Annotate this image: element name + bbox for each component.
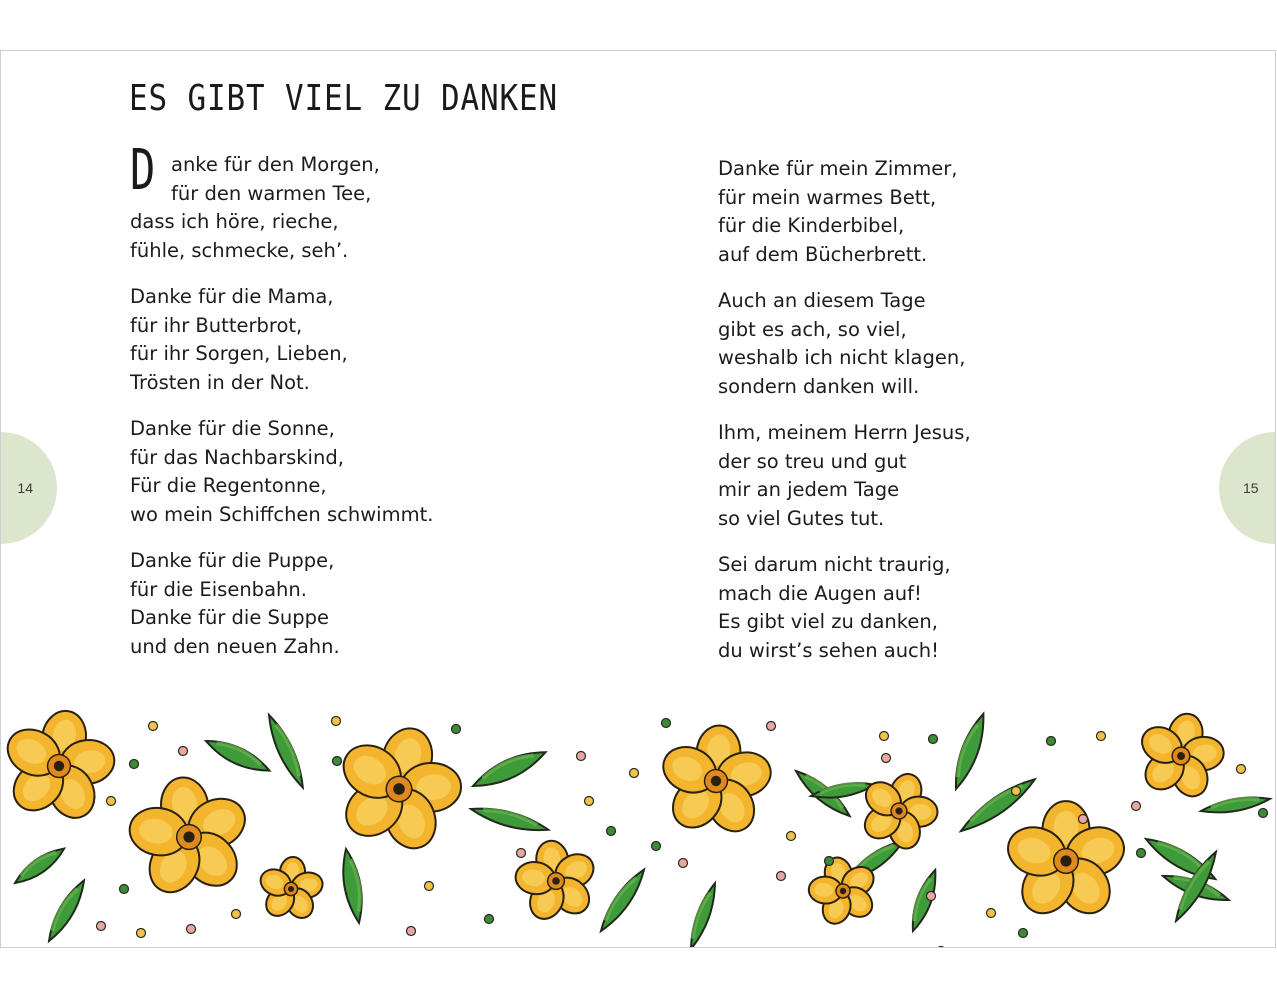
dot-shape — [97, 922, 106, 931]
dot-shape — [107, 797, 116, 806]
book-spread — [0, 50, 1276, 948]
dot-shape — [407, 927, 416, 936]
poem-line: Ihm, meinem Herrn Jesus, — [718, 421, 971, 444]
flower-shape — [318, 712, 479, 869]
poem-line: sondern danken will. — [718, 374, 920, 398]
dot-shape — [882, 754, 891, 763]
poem-line: so viel Gutes tut. — [718, 506, 885, 530]
dot-shape — [662, 719, 671, 728]
dot-shape — [1137, 849, 1146, 858]
dot-shape — [149, 722, 158, 731]
stanza — [130, 283, 433, 397]
dot-shape — [880, 732, 889, 741]
dot-shape — [777, 872, 786, 881]
stanza — [718, 287, 971, 401]
drop-cap: D — [130, 138, 156, 203]
stanza — [130, 547, 433, 661]
leaf-shape — [43, 877, 90, 945]
flower-shape — [1002, 801, 1131, 923]
poem-line: der so treu und gut — [718, 449, 907, 473]
poem-line: dass ich höre, rieche, — [130, 210, 339, 233]
poem-line: für das Nachbarskind, — [130, 445, 344, 469]
poem-line: für den warmen Tee, — [171, 181, 372, 205]
flower-shape — [117, 769, 261, 908]
dot-shape — [679, 859, 688, 868]
flower-shape — [254, 854, 328, 925]
poem-line: mach die Augen auf! — [718, 581, 922, 605]
dot-shape — [1237, 765, 1246, 774]
page-number-left: 14 — [17, 480, 33, 496]
dot-shape — [577, 752, 586, 761]
poem-title: ES GIBT VIEL ZU DANKEN — [129, 78, 558, 119]
leaf-shape — [11, 843, 68, 889]
page-number-right: 15 — [1243, 480, 1259, 496]
stanza — [718, 419, 971, 533]
stanza — [718, 155, 971, 269]
stanza — [718, 551, 971, 665]
stanza — [130, 138, 433, 265]
dot-shape — [987, 909, 996, 918]
dot-shape — [1047, 737, 1056, 746]
dot-shape — [630, 769, 639, 778]
dot-shape — [120, 885, 129, 894]
flower-shape — [652, 720, 781, 843]
poem-line: fühle, schmecke, seh’. — [130, 238, 349, 262]
dot-shape — [585, 797, 594, 806]
dot-shape — [1097, 732, 1106, 741]
leaf-shape — [685, 881, 720, 948]
poem-line: Danke für die Mama, — [130, 285, 334, 308]
poem-line: Danke für die Puppe, — [130, 549, 335, 572]
page-number-tab-left — [0, 432, 57, 544]
poem-line: Es gibt viel zu danken, — [718, 610, 938, 633]
poem-line: du wirst’s sehen auch! — [718, 638, 939, 662]
flower-border-illustration — [1, 701, 1276, 948]
poem-line: für ihr Sorgen, Lieben, — [130, 342, 348, 365]
leaf-shape — [263, 712, 309, 790]
dot-shape — [232, 910, 241, 919]
dot-shape — [825, 857, 834, 866]
poem-line: für ihr Butterbrot, — [130, 313, 303, 337]
poem-line: Danke für die Suppe — [130, 606, 330, 629]
dot-shape — [767, 722, 776, 731]
dot-shape — [179, 747, 188, 756]
poem-line: Danke für mein Zimmer, — [718, 157, 958, 180]
dot-shape — [1259, 809, 1268, 818]
dot-shape — [1019, 929, 1028, 938]
poem-line: für mein warmes Bett, — [718, 185, 937, 209]
poem-line: gibt es ach, so viel, — [718, 317, 907, 341]
dot-shape — [452, 725, 461, 734]
dot-shape — [1012, 787, 1021, 796]
poem-line: Danke für die Sonne, — [130, 417, 335, 440]
flower-shape — [846, 761, 951, 863]
poem-line: anke für den Morgen, — [171, 153, 380, 176]
dot-shape — [652, 842, 661, 851]
poem-line: für die Eisenbahn. — [130, 577, 307, 601]
poem-line: für die Kinderbibel, — [718, 214, 905, 237]
dot-shape — [130, 760, 139, 769]
leaf-shape — [203, 734, 273, 778]
flower-shape — [1127, 705, 1235, 809]
dot-shape — [937, 947, 946, 949]
poem-line: Auch an diesem Tage — [718, 289, 926, 312]
poem-line: Trösten in der Not. — [130, 370, 310, 394]
leaf-shape — [469, 802, 550, 836]
leaf-shape — [595, 866, 649, 935]
dot-shape — [929, 735, 938, 744]
poem-column-right — [718, 155, 971, 683]
dot-shape — [1132, 802, 1141, 811]
poem-line: mir an jedem Tage — [718, 478, 900, 501]
dot-shape — [332, 717, 341, 726]
poem-column-left — [130, 138, 434, 679]
poem-line: weshalb ich nicht klagen, — [718, 346, 966, 369]
dot-shape — [187, 925, 196, 934]
dot-shape — [333, 757, 342, 766]
dot-shape — [425, 882, 434, 891]
dot-shape — [787, 832, 796, 841]
poem-line: Für die Regentonne, — [130, 474, 327, 497]
dot-shape — [137, 929, 146, 938]
page-number-tab-right — [1219, 432, 1276, 544]
poem-line: und den neuen Zahn. — [130, 634, 340, 658]
flower-shape — [1, 701, 127, 833]
dot-shape — [607, 827, 616, 836]
dot-shape — [485, 915, 494, 924]
poem-line: wo mein Schiffchen schwimmt. — [130, 502, 434, 526]
dot-shape — [1079, 815, 1088, 824]
leaf-shape — [948, 711, 990, 792]
poem-line: auf dem Bücherbrett. — [718, 242, 928, 266]
leaf-shape — [338, 848, 367, 925]
leaf-shape — [469, 744, 549, 794]
leaf-shape — [906, 868, 941, 934]
dot-shape — [517, 849, 526, 858]
stanza — [130, 415, 433, 529]
poem-line: Sei darum nicht traurig, — [718, 553, 951, 576]
dot-shape — [927, 892, 936, 901]
